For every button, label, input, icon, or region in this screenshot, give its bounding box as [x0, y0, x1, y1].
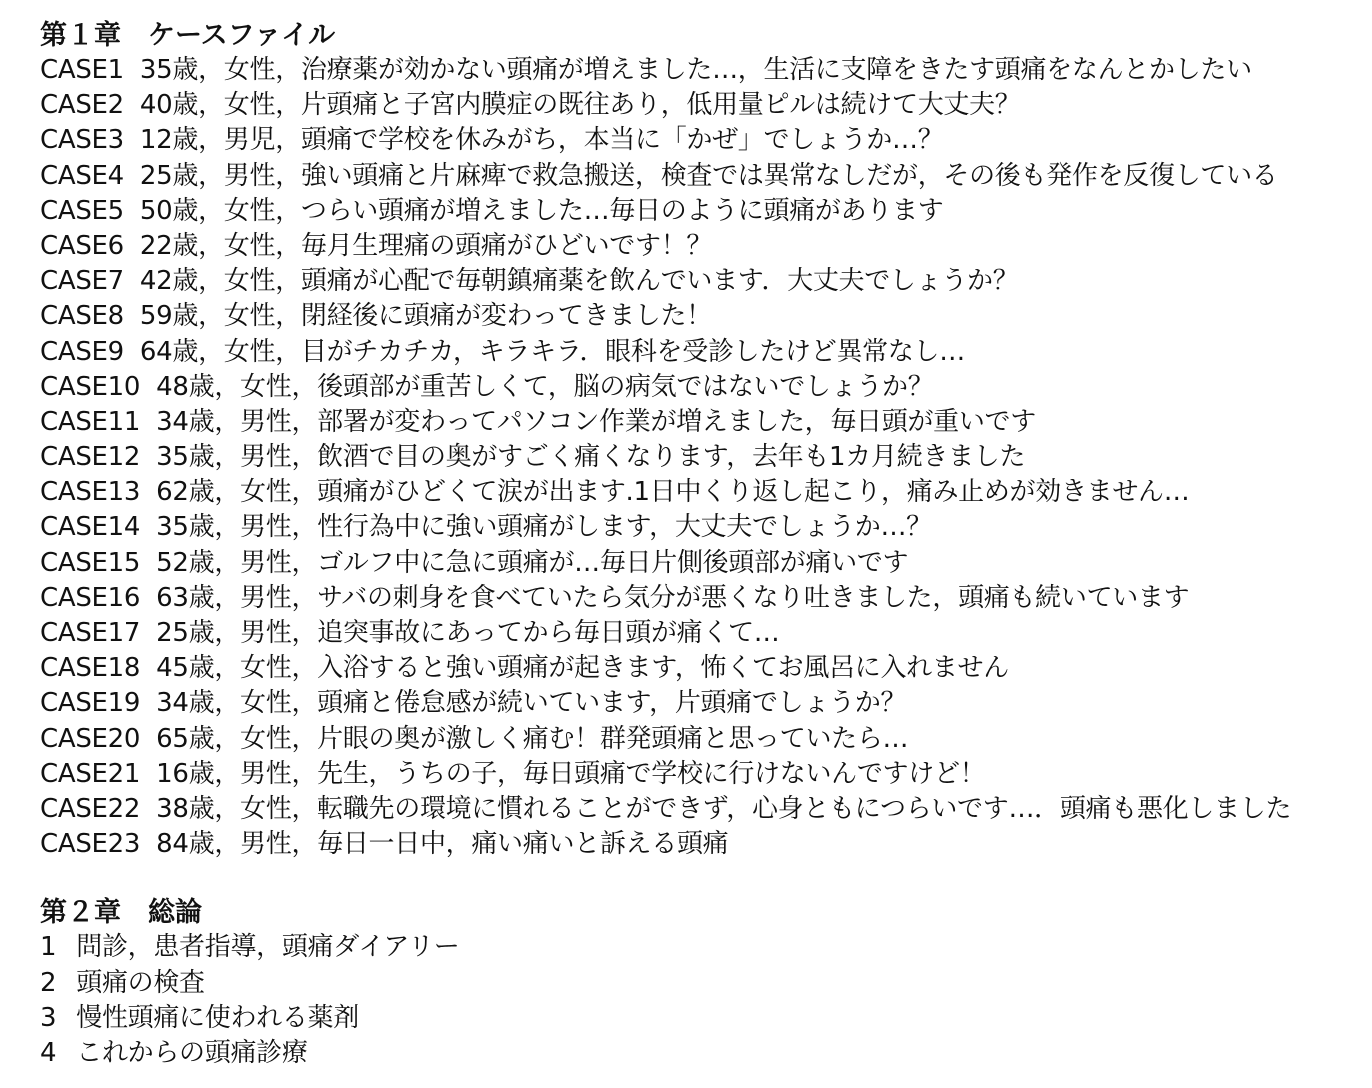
case-item-text: 38歳，女性，転職先の環境に慣れることができず，心身ともにつらいです…．頭痛も悪化しました	[156, 793, 1292, 824]
case-item-text: 35歳，男性，性行為中に強い頭痛がします，大丈夫でしょうか…？	[156, 512, 932, 543]
topic-item	[40, 1036, 1360, 1071]
case-item	[40, 475, 1360, 510]
case-item-text: 34歳，男性，部署が変わってパソコン作業が増えました，毎日頭が重いです	[156, 406, 1036, 437]
case-item-number: CASE22	[40, 793, 141, 824]
case-item-text: 16歳，男性，先生，うちの子，毎日頭痛で学校に行けないんですけど！	[156, 758, 986, 789]
case-item	[40, 827, 1360, 862]
case-item-number: CASE11	[40, 406, 141, 437]
case-item	[40, 88, 1360, 123]
case-item-text: 65歳，女性，片眼の奥が激しく痛む！群発頭痛と思っていたら…	[156, 723, 909, 754]
case-item-text: 52歳，男性，ゴルフ中に急に頭痛が…毎日片側後頭部が痛いです	[156, 547, 909, 578]
case-item-text: 84歳，男性，毎日一日中，痛い痛いと訴える頭痛	[156, 829, 729, 860]
case-item-text: 12歳，男児，頭痛で学校を休みがち，本当に「かぜ」でしょうか…？	[139, 125, 944, 156]
topic-item-number: 4	[40, 1037, 57, 1068]
case-list	[40, 53, 1360, 862]
topic-item	[40, 966, 1360, 1001]
case-item-text: 42歳，女性，頭痛が心配で毎朝鎮痛薬を飲んでいます．大丈夫でしょうか？	[139, 266, 1019, 297]
document-page	[40, 18, 1360, 1071]
case-item	[40, 581, 1360, 616]
case-item-number: CASE3	[40, 125, 124, 156]
case-item	[40, 546, 1360, 581]
topic-item-number: 2	[40, 967, 57, 998]
case-item	[40, 194, 1360, 229]
case-item-text: 62歳，女性，頭痛がひどくて涙が出ます.1日中くり返し起こり，痛み止めが効きません…	[156, 477, 1190, 508]
case-item-text: 59歳，女性，閉経後に頭痛が変わってきました！	[139, 301, 712, 332]
case-item-text: 25歳，男性，強い頭痛と片麻痺で救急搬送，検査では異常なしだが，その後も発作を反復している	[139, 160, 1278, 191]
topic-item	[40, 1001, 1360, 1036]
case-item	[40, 651, 1360, 686]
case-item-number: CASE10	[40, 371, 141, 402]
case-item-number: CASE19	[40, 688, 141, 719]
case-item-number: CASE15	[40, 547, 141, 578]
case-item-text: 45歳，女性，入浴すると強い頭痛が起きます，怖くてお風呂に入れません	[156, 653, 1009, 684]
case-item-number: CASE18	[40, 653, 141, 684]
topic-item-text: 問診，患者指導，頭痛ダイアリー	[76, 932, 460, 963]
case-item-text: 35歳，女性，治療薬が効かない頭痛が増えました…，生活に支障をきたす頭痛をなんとかしたい	[139, 55, 1252, 85]
case-item-number: CASE7	[40, 266, 124, 297]
case-item	[40, 335, 1360, 370]
case-item-number: CASE12	[40, 442, 141, 473]
case-item-text: 34歳，女性，頭痛と倦怠感が続いています，片頭痛でしょうか？	[156, 688, 907, 719]
case-item-text: 40歳，女性，片頭痛と子宮内膜症の既往あり，低用量ピルは続けて大丈夫？	[139, 90, 1021, 121]
case-item-text: 64歳，女性，目がチカチカ，キラキラ．眼科を受診したけど異常なし…	[139, 336, 965, 367]
topic-item-number: 1	[40, 932, 57, 963]
case-item-number: CASE17	[40, 618, 141, 648]
case-item-number: CASE8	[40, 301, 124, 332]
case-item-number: CASE20	[40, 723, 141, 754]
case-item-number: CASE14	[40, 512, 141, 543]
case-item-number: CASE21	[40, 758, 141, 789]
case-item	[40, 686, 1360, 721]
case-item-number: CASE5	[40, 195, 124, 226]
case-item-number: CASE16	[40, 582, 141, 613]
chapter2-heading: 第２章 総論	[40, 897, 202, 929]
case-item	[40, 510, 1360, 545]
case-item	[40, 123, 1360, 158]
topic-item	[40, 930, 1360, 965]
topic-item-text: 頭痛の検査	[76, 967, 205, 998]
case-item-text: 48歳，女性，後頭部が重苦しくて，脳の病気ではないでしょうか？	[156, 371, 934, 402]
case-item-number: CASE9	[40, 336, 124, 367]
case-item-number: CASE13	[40, 477, 141, 508]
case-item-text: 22歳，女性，毎月生理痛の頭痛がひどいです！？	[139, 230, 713, 261]
case-item	[40, 792, 1360, 827]
case-item	[40, 299, 1360, 334]
topic-item-text: 慢性頭痛に使われる薬剤	[76, 1002, 359, 1033]
case-item	[40, 722, 1360, 757]
case-item	[40, 405, 1360, 440]
case-item-text: 25歳，男性，追突事故にあってから毎日頭が痛くて…	[156, 618, 780, 648]
topic-item-number: 3	[40, 1002, 57, 1033]
case-item-number: CASE4	[40, 160, 124, 191]
case-item-number: CASE23	[40, 829, 141, 860]
chapter1-heading: 第１章 ケースファイル	[40, 20, 336, 51]
case-item	[40, 229, 1360, 264]
chapter1-section	[40, 18, 1360, 862]
case-item	[40, 757, 1360, 792]
case-item-number: CASE2	[40, 90, 124, 121]
case-item-text: 63歳，男性，サバの刺身を食べていたら気分が悪くなり吐きました，頭痛も続いています	[156, 582, 1190, 613]
case-item	[40, 264, 1360, 299]
case-item	[40, 53, 1360, 88]
section-spacer	[40, 862, 1360, 895]
case-item	[40, 159, 1360, 194]
case-item	[40, 440, 1360, 475]
case-item	[40, 616, 1360, 651]
case-item-number: CASE6	[40, 230, 124, 261]
case-item	[40, 370, 1360, 405]
case-item-text: 50歳，女性，つらい頭痛が増えました…毎日のように頭痛があります	[139, 195, 944, 226]
topic-list	[40, 930, 1360, 1071]
case-item-number: CASE1	[40, 55, 124, 85]
case-item-text: 35歳，男性，飲酒で目の奥がすごく痛くなります，去年も1カ月続きました	[156, 442, 1026, 473]
topic-item-text: これからの頭痛診療	[76, 1037, 308, 1068]
chapter2-section	[40, 895, 1360, 1071]
